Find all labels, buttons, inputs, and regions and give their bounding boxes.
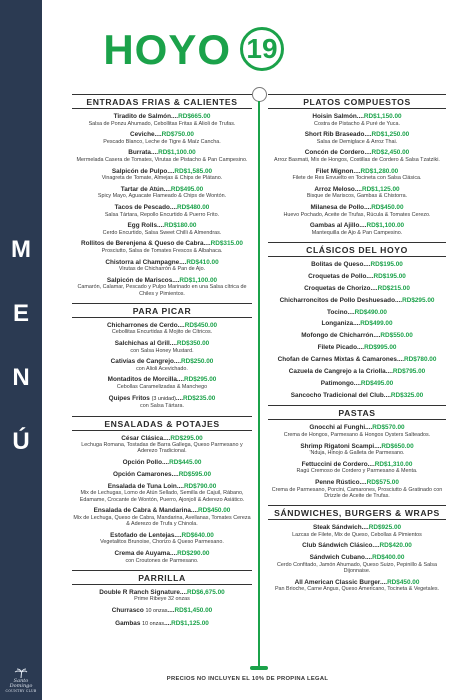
item-name: Filete Picado — [317, 344, 357, 352]
menu-item: Montaditos de Morcilla....RD$295.00 Cebollas Caramelizadas & Manchego — [72, 376, 252, 390]
menu-item: Gambas al Ajillo....RD$1,100.00 Mantequilla de Ajo & Pan Campesino. — [268, 222, 446, 236]
section-title: PARRILLA — [72, 570, 252, 585]
menu-item: Egg Rolls....RD$180.00 Cerdo Encurtido, Salsa Sweet Chilli & Almendras. — [72, 222, 252, 236]
menu-item: Quipes Fritos (3 unidad)....RD$235.00 con Salsa Tártara. — [72, 395, 252, 410]
menu-item: Chistorra al Champagne....RD$410.00 Virutas de Chicharrón & Pan de Ajo. — [72, 259, 252, 273]
item-description: Mantequilla de Ajo & Pan Campesino. — [311, 229, 403, 236]
item-price: RD$495.00 — [360, 379, 394, 387]
menu-section — [72, 303, 252, 410]
item-description: Crema de Parmesano, Porcini, Camarones, Prosciutto & Gratinado con Drizzle de Aceite de Trufas. — [271, 486, 443, 499]
menu-item: Mofongo de Chicharrón....RD$550.00 — [301, 332, 413, 340]
item-name: Crema de Auyama — [114, 549, 171, 557]
item-name: All American Classic Burger — [294, 578, 380, 586]
item-name: Chofan de Carnes Mixtas & Camarones — [277, 356, 397, 364]
item-name: Club Sándwich Clásico — [302, 542, 373, 550]
menu-item: Croquetas de Chorizo....RD$215.00 — [304, 284, 410, 292]
menu-item: Burrata....RD$1,100.00 Mermelada Casera de Tomates, Virutas de Pistacho & Pan Campesino. — [72, 149, 252, 163]
item-name: Shrimp Rigatoni Scampi — [300, 442, 375, 450]
item-description: Salsa Tártara, Repollo Encurtido & Puerro Frito. — [104, 211, 220, 218]
item-description: Pescado Blanco, Leche de Tigre & Maíz Cancha. — [103, 138, 221, 145]
menu-item: Arroz Meloso....RD$1,125.00 Bisque de Mariscos, Gambas & Chistorra. — [268, 186, 446, 200]
section-title: CLÁSICOS DEL HOYO — [268, 242, 446, 257]
item-price: RD$1,125.00 — [171, 619, 209, 627]
menu-item: Filete Picado....RD$995.00 — [317, 344, 397, 352]
item-price: RD$665.00 — [178, 113, 211, 120]
item-price: RD$1,585.00 — [174, 167, 213, 175]
item-price: RD$350.00 — [176, 340, 210, 348]
menu-item: Gambas 10 onzas....RD$1,125.00 — [115, 619, 209, 627]
item-price: RD$925.00 — [368, 524, 402, 532]
item-price: RD$1,125.00 — [361, 185, 400, 193]
menu-item: Concón de Cordero....RD$2,450.00 Arroz Basmati, Mix de Hongos, Costillas de Cordero & Salsa Tzatziki. — [268, 149, 446, 163]
item-price: RD$640.00 — [181, 531, 214, 539]
item-name: Steak Sándwich — [312, 524, 362, 532]
sidebar-letter: Ú — [12, 428, 30, 455]
menu-item: Estofado de Lentejas....RD$640.00 Vegetalitos Brunoise, Chorizo & Queso Parmesano. — [72, 532, 252, 546]
item-price: RD$420.00 — [379, 542, 412, 550]
item-description: 'Nduja, Hinojo & Galleta de Parmesano. — [309, 450, 405, 457]
menu-item: Patimongo....RD$495.00 — [320, 379, 394, 387]
item-name: Burrata — [128, 149, 151, 157]
item-name: Longaniza — [321, 320, 354, 328]
item-price: RD$295.00 — [170, 434, 203, 442]
menu-item: Club Sándwich Clásico....RD$420.00 — [302, 542, 412, 550]
menu-item: Cativías de Cangrejo....RD$250.00 con Alioli Acevichado. — [72, 358, 252, 372]
item-price: RD$195.00 — [370, 261, 403, 269]
menu-item: Ensalada de Tuna Loin....RD$790.00 Mix de Lechugas, Lomo de Atún Sellado, Semilla de Cajuil, Rábano, Edamame, Crocante de Wontón, Puerro, Ajonjolí & Aderezo Asiático. — [72, 483, 252, 503]
menu-item: Hoisin Salmón....RD$1,150.00 Costra de Pistacho & Puré de Yuca. — [268, 113, 446, 127]
item-name: Estofado de Lentejas — [110, 531, 175, 539]
item-price: RD$1,250.00 — [371, 131, 410, 139]
item-description: Virutas de Chicharrón & Pan de Ajo. — [118, 266, 206, 273]
item-description: Mermelada Casera de Tomates, Virutas de Pistacho & Pan Campesino. — [76, 156, 248, 163]
item-price: RD$180.00 — [164, 222, 197, 230]
sidebar-letter: M — [11, 236, 31, 263]
item-price: RD$1,280.00 — [360, 167, 399, 175]
item-price: RD$295.00 — [184, 376, 217, 384]
item-description: con Croutones de Parmesano. — [125, 557, 199, 564]
golf-ball-icon — [252, 87, 267, 102]
menu-section — [72, 94, 252, 297]
palm-tree-icon — [14, 668, 28, 678]
item-name: Salchichas al Grill — [114, 340, 170, 348]
item-name: Ensalada de Cabra & Mandarina — [93, 507, 191, 515]
menu-item: Opción Pollo....RD$445.00 — [122, 459, 202, 466]
item-description: Salsa de Ponzu Ahumado, Cebollitas Fritas & Alioli de Trufas. — [88, 120, 236, 127]
item-price: RD$480.00 — [177, 203, 210, 211]
item-price: RD$410.00 — [186, 258, 219, 266]
section-title: PASTAS — [268, 405, 446, 420]
item-price: RD$450.00 — [387, 578, 420, 586]
item-name: Montaditos de Morcilla — [107, 376, 177, 384]
menu-item: Gnocchi al Funghi....RD$570.00 Crema de Hongos, Parmesano & Hongos Oysters Salteados. — [268, 424, 446, 438]
menu-item: Steak Sándwich....RD$925.00 Lazcas de Filete, Mix de Queso, Cebollas & Pimientos — [268, 524, 446, 538]
item-price: RD$290.00 — [177, 549, 210, 557]
item-price: RD$575.00 — [366, 478, 399, 486]
column-divider — [258, 101, 260, 668]
item-description: Crema de Hongos, Parmesano & Hongos Oysters Salteados. — [283, 432, 431, 438]
item-price: RD$1,150.00 — [363, 113, 402, 120]
menu-item: Tiradito de Salmón....RD$665.00 Salsa de Ponzu Ahumado, Cebollitas Fritas & Alioli de Trufas. — [72, 113, 252, 127]
section-title: ENTRADAS FRIAS & CALIENTES — [72, 94, 252, 109]
section-title: ENSALADAS & POTAJES — [72, 416, 252, 431]
item-name: Filet Mignon — [315, 167, 354, 175]
item-price: RD$450.00 — [184, 321, 218, 329]
menu-item: Tacos de Pescado....RD$480.00 Salsa Tártara, Repollo Encurtido & Puerro Frito. — [72, 204, 252, 218]
menu-item: Rollitos de Berenjena & Queso de Cabra....RD$315.00 Prosciutto, Salsa de Tomates Frescos & Albahaca. — [72, 240, 252, 254]
item-description: Filete de Res Envuelto en Tocineta con Salsa Clásica. — [292, 175, 422, 182]
menu-item: Bolitas de Queso....RD$195.00 — [311, 261, 403, 269]
menu-item: Opción Camarones....RD$595.00 — [112, 470, 212, 478]
item-description: con Alioli Acevichado. — [136, 365, 188, 372]
item-name: Croquetas de Pollo — [308, 272, 367, 280]
item-price: RD$215.00 — [377, 284, 410, 292]
item-price: RD$490.00 — [354, 308, 387, 316]
menu-item: Tocino....RD$490.00 — [327, 308, 387, 316]
item-name: Arroz Meloso — [314, 185, 355, 193]
menu-item: Double R Ranch Signature....RD$6,675.00 Prime Ribeye 32 onzas — [72, 589, 252, 603]
menu-item: Chofan de Carnes Mixtas & Camarones....RD$780.00 — [277, 356, 437, 364]
item-name: Tocino — [327, 308, 348, 316]
item-price: RD$195.00 — [373, 272, 406, 280]
item-description: Prosciutto, Salsa de Tomates Frescos & Albahaca. — [101, 247, 223, 254]
menu-item: Shrimp Rigatoni Scampi....RD$650.00 'Nduja, Hinojo & Galleta de Parmesano. — [268, 443, 446, 457]
item-description: Vinagreta de Tomate, Almejas & Chips de Plátano. — [101, 175, 223, 182]
menu-section — [72, 416, 252, 564]
item-name: Salpicón de Pulpo — [111, 167, 168, 175]
right-column — [268, 94, 446, 599]
menu-item: Short Rib Braseado....RD$1,250.00 Salsa de Demiglace & Arroz Thai. — [268, 131, 446, 145]
item-price: RD$1,100.00 — [158, 149, 196, 157]
item-price: RD$450.00 — [371, 203, 404, 211]
item-description: Ragú Cremoso de Cordero y Parmesano & Menta. — [296, 468, 418, 475]
item-price: RD$795.00 — [392, 368, 426, 376]
item-description: Lazcas de Filete, Mix de Queso, Cebollas & Pimientos — [292, 531, 422, 538]
title-number-badge: 19 — [240, 27, 284, 71]
item-description: Lechuga Romana, Tostadas de Barra Gallega, Queso Parmesano y Aderezo Tradicional. — [81, 442, 243, 455]
item-name: Gambas — [115, 619, 141, 627]
item-name: Milanesa de Pollo — [310, 203, 365, 211]
menu-item: Chicharroncitos de Pollo Deshuesado....RD$295.00 — [279, 296, 435, 304]
item-price: RD$445.00 — [169, 459, 202, 466]
section-title: PLATOS COMPUESTOS — [268, 94, 446, 109]
item-name: Sancocho Tradicional del Club — [290, 391, 384, 399]
item-name: Mofongo de Chicharrón — [301, 332, 374, 340]
menu-item: Churrasco 10 onzas....RD$1,450.00 — [111, 607, 213, 615]
item-name: Cativías de Cangrejo — [110, 358, 174, 366]
item-description: Costra de Pistacho & Puré de Yuca. — [314, 120, 400, 127]
item-name: Hoisin Salmón — [312, 113, 357, 120]
item-price: RD$570.00 — [372, 424, 405, 432]
menu-item: Sándwich Cubano....RD$400.00 Cerdo Confitado, Jamón Ahumado, Queso Suizo, Pepinillo & Salsa Dijonnaise. — [268, 554, 446, 574]
item-price: RD$595.00 — [178, 470, 212, 478]
item-name: Tiradito de Salmón — [113, 113, 171, 120]
sidebar — [0, 0, 42, 700]
item-name: Chicharrones de Cerdo — [106, 321, 178, 329]
item-description: Cerdo Confitado, Jamón Ahumado, Queso Suizo, Pepinillo & Salsa Dijonnaise. — [276, 561, 437, 575]
item-price: RD$650.00 — [381, 442, 414, 450]
sidebar-letter: N — [12, 364, 30, 391]
menu-section — [268, 94, 446, 236]
item-description: Huevo Pochado, Aceite de Trufas, Rúcula & Tomates Cerezo. — [283, 211, 431, 218]
menu-item: Salpicón de Pulpo....RD$1,585.00 Vinagreta de Tomate, Almejas & Chips de Plátano. — [72, 168, 252, 182]
menu-item: Cazuela de Cangrejo a la Criolla....RD$795.00 — [288, 368, 426, 376]
item-description: Pan Brioche, Carne Angus, Queso Americano, Tocineta & Vegetales. — [274, 586, 440, 593]
item-note: 10 onzas — [145, 608, 168, 615]
item-note: (3 unidad) — [151, 395, 176, 402]
item-name: Fettuccini de Cordero — [301, 460, 368, 468]
menu-item: Longaniza....RD$499.00 — [321, 320, 393, 328]
item-description: Salsa de Demiglace & Arroz Thai. — [316, 138, 398, 145]
menu-item: Sancocho Tradicional del Club....RD$325.00 — [290, 391, 424, 399]
item-name: Gnocchi al Funghi — [309, 424, 366, 432]
menu-item: Salpicón de Mariscos....RD$1,100.00 Camarón, Calamar, Pescado y Pulpo Marinado en una Salsa cítrica de Chiles y Pimientos. — [72, 277, 252, 297]
item-description: Vegetalitos Brunoise, Chorizo & Queso Parmesano. — [100, 539, 224, 546]
club-logo — [2, 668, 40, 694]
menu-item: Crema de Auyama....RD$290.00 con Croutones de Parmesano. — [72, 550, 252, 564]
item-description: Bisque de Mariscos, Gambas & Chistorra. — [306, 193, 408, 200]
item-name: Tartar de Atún — [120, 185, 164, 193]
menu-item: Croquetas de Pollo....RD$195.00 — [308, 272, 406, 280]
item-price: RD$250.00 — [180, 358, 214, 366]
item-description: Prime Ribeye 32 onzas — [134, 596, 190, 603]
item-name: Ceviche — [130, 131, 155, 139]
item-description: Cerdo Encurtido, Salsa Sweet Chilli & Almendras. — [102, 229, 222, 236]
item-description: Cebollas Caramelizadas & Manchego — [116, 384, 208, 391]
item-price: RD$750.00 — [161, 131, 194, 139]
item-price: RD$1,310.00 — [374, 460, 413, 468]
item-description: Camarón, Calamar, Pescado y Pulpo Marinado en una Salsa cítrica de Chiles y Pimientos. — [77, 284, 247, 297]
item-price: RD$1,450.00 — [174, 607, 213, 615]
menu-header — [42, 24, 453, 74]
item-name: Rollitos de Berenjena & Queso de Cabra — [81, 240, 204, 248]
item-name: César Clásica — [121, 434, 164, 442]
sidebar-letter: E — [12, 300, 29, 327]
menu-item: Salchichas al Grill....RD$350.00 con Salsa Honey Mustard. — [72, 340, 252, 354]
item-description: Mix de Lechugas, Lomo de Atún Sellado, Semilla de Cajuil, Rábano, Edamame, Crocante de Wontón, Puerro, Ajonjolí & Aderezo Asiático. — [79, 490, 245, 503]
page-title: HOYO — [103, 26, 231, 73]
logo-line-2: COUNTRY CLUB — [5, 689, 37, 693]
menu-section — [72, 570, 252, 629]
item-price: RD$325.00 — [390, 391, 424, 399]
item-price: RD$780.00 — [404, 356, 437, 364]
section-title: SÁNDWICHES, BURGERS & WRAPS — [268, 505, 446, 520]
item-name: Bolitas de Queso — [311, 261, 364, 269]
menu-item: Ceviche....RD$750.00 Pescado Blanco, Leche de Tigre & Maíz Cancha. — [72, 131, 252, 145]
menu-section — [268, 405, 446, 499]
item-name: Opción Camarones — [112, 470, 172, 478]
item-name: Double R Ranch Signature — [99, 588, 180, 596]
menu-item: Chicharrones de Cerdo....RD$450.00 Cebollitas Encurtidas & Mojito de Cítricos. — [72, 322, 252, 336]
item-name: Cazuela de Cangrejo a la Criolla — [288, 368, 386, 376]
item-name: Tacos de Pescado — [114, 203, 170, 211]
item-name: Croquetas de Chorizo — [304, 284, 371, 292]
item-name: Patimongo — [320, 379, 354, 387]
item-price: RD$550.00 — [380, 332, 413, 340]
menu-item: César Clásica....RD$295.00 Lechuga Romana, Tostadas de Barra Gallega, Queso Parmesano y Aderezo Tradicional. — [72, 435, 252, 455]
item-description: Arroz Basmati, Mix de Hongos, Costillas de Cordero & Salsa Tzatziki. — [274, 156, 440, 163]
menu-item: Filet Mignon....RD$1,280.00 Filete de Res Envuelto en Tocineta con Salsa Clásica. — [268, 168, 446, 182]
item-note: 10 onzas — [142, 620, 165, 627]
item-price: RD$1,100.00 — [179, 276, 218, 284]
item-price: RD$495.00 — [170, 185, 204, 193]
item-price: RD$450.00 — [198, 507, 231, 515]
left-column — [72, 94, 252, 635]
item-name: Egg Rolls — [127, 222, 158, 230]
menu-section — [268, 505, 446, 592]
item-price: RD$995.00 — [364, 344, 397, 352]
divider-tee — [250, 666, 268, 670]
logo-line-1: Santo Domingo — [9, 678, 33, 689]
menu-item: Penne Rústico....RD$575.00 Crema de Parmesano, Porcini, Camarones, Prosciutto & Gratinado con Drizzle de Aceite de Trufas. — [268, 479, 446, 499]
menu-section — [268, 242, 446, 399]
item-price: RD$499.00 — [360, 320, 393, 328]
item-description: Cebollitas Encurtidas & Mojito de Cítricos. — [111, 329, 213, 336]
item-name: Salpicón de Mariscos — [106, 276, 173, 284]
item-description: Mix de Lechuga, Queso de Cabra, Mandarina, Avellanas, Tomates Cereza & Aderezo de Trufa y Chinola. — [73, 514, 251, 528]
menu-item: All American Classic Burger....RD$450.00 Pan Brioche, Carne Angus, Queso Americano, Tocineta & Vegetales. — [268, 579, 446, 593]
item-name: Opción Pollo — [122, 459, 162, 466]
item-name: Ensalada de Tuna Loin — [107, 482, 177, 490]
item-name: Penne Rústico — [315, 478, 360, 486]
item-price: RD$315.00 — [210, 240, 243, 248]
section-title: PARA PICAR — [72, 303, 252, 318]
item-name: Sándwich Cubano — [309, 554, 365, 562]
item-price: RD$235.00 — [183, 394, 216, 402]
menu-item: Ensalada de Cabra & Mandarina....RD$450.00 Mix de Lechuga, Queso de Cabra, Mandarina, Avellanas, Tomates Cereza & Aderezo de Trufa y Chinola. — [73, 507, 251, 528]
item-name: Concón de Cordero — [304, 149, 365, 157]
item-name: Gambas al Ajillo — [309, 222, 360, 230]
item-description: con Salsa Tártara. — [140, 403, 184, 410]
menu-item: Fettuccini de Cordero....RD$1,310.00 Ragú Cremoso de Cordero y Parmesano & Menta. — [268, 461, 446, 475]
item-name: Chistorra al Champagne — [105, 258, 180, 266]
item-description: con Salsa Honey Mustard. — [130, 347, 194, 354]
menu-item: Milanesa de Pollo....RD$450.00 Huevo Pochado, Aceite de Trufas, Rúcula & Tomates Cerezo. — [268, 204, 446, 218]
item-price: RD$790.00 — [183, 482, 217, 490]
item-price: RD$1,100.00 — [366, 222, 405, 230]
item-price: RD$295.00 — [402, 296, 435, 304]
item-name: Chicharroncitos de Pollo Deshuesado — [279, 296, 395, 304]
item-price: RD$6,675.00 — [187, 588, 225, 596]
item-name: Churrasco — [111, 607, 144, 615]
menu-item: Tartar de Atún....RD$495.00 Spicy Mayo, Aguacate Flameado & Chips de Wontón. — [72, 186, 252, 200]
item-description: Spicy Mayo, Aguacate Flameado & Chips de Wontón. — [97, 193, 227, 200]
footer-note: PRECIOS NO INCLUYEN EL 10% DE PROPINA LEGAL — [166, 676, 329, 682]
item-name: Short Rib Braseado — [304, 131, 365, 139]
item-name: Quipes Fritos — [108, 394, 150, 402]
item-price: RD$400.00 — [372, 554, 405, 562]
item-price: RD$2,450.00 — [371, 149, 410, 157]
